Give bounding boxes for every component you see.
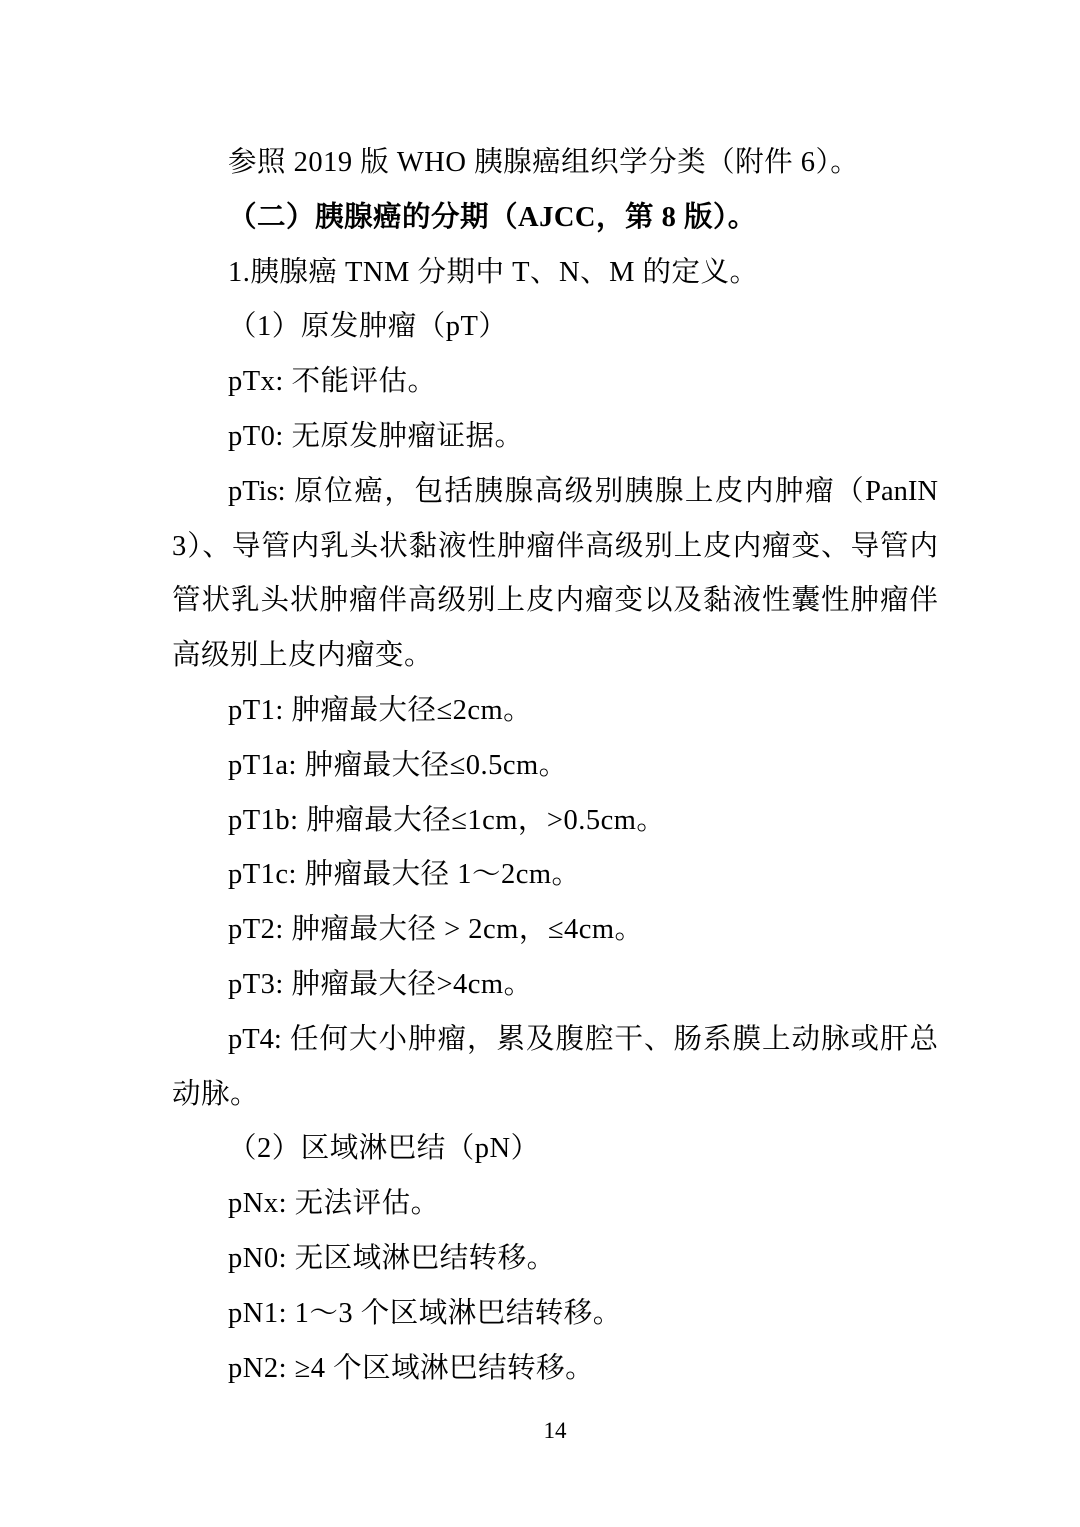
page-number: 14 [543,1418,567,1443]
line-ptis-3: 管状乳头状肿瘤伴高级别上皮内瘤变以及黏液性囊性肿瘤伴 [172,585,938,617]
line-pt0: pT0: 无原发肿瘤证据。 [228,420,524,452]
line-ptx: pTx: 不能评估。 [228,366,437,398]
line-pn2: pN2: ≥4 个区域淋巴结转移。 [228,1352,595,1384]
heading-primary-tumor-pt: （1）原发肿瘤（pT） [228,311,508,343]
line-ptis-1: pTis: 原位癌，包括胰腺高级别胰腺上皮内肿瘤（PanIN [228,475,938,507]
line-pt1c: pT1c: 肿瘤最大径 1～2cm。 [228,859,581,891]
line-pt4-2: 动脉。 [172,1078,260,1110]
heading-staging-section: （二）胰腺癌的分期（AJCC，第 8 版）。 [228,201,757,233]
document-body [172,136,938,1396]
line-pt4-1: pT4: 任何大小肿瘤，累及腹腔干、肠系膜上动脉或肝总 [228,1023,938,1055]
line-pnx: pNx: 无法评估。 [228,1188,440,1220]
line-pt3: pT3: 肿瘤最大径>4cm。 [228,968,533,1000]
line-ptis-2: 3）、导管内乳头状黏液性肿瘤伴高级别上皮内瘤变、导管内 [172,530,938,562]
line-pt1: pT1: 肿瘤最大径≤2cm。 [228,694,533,726]
line-ptis-4: 高级别上皮内瘤变。 [172,640,434,672]
line-pn0: pN0: 无区域淋巴结转移。 [228,1242,556,1274]
line-pt1a: pT1a: 肿瘤最大径≤0.5cm。 [228,749,568,781]
line-who-classification-ref: 参照 2019 版 WHO 胰腺癌组织学分类（附件 6）。 [228,147,860,178]
line-tnm-definition: 1.胰腺癌 TNM 分期中 T、N、M 的定义。 [228,256,759,288]
heading-regional-nodes-pn: （2）区域淋巴结（pN） [228,1133,540,1165]
line-pn1: pN1: 1～3 个区域淋巴结转移。 [228,1297,622,1329]
line-pt1b: pT1b: 肿瘤最大径≤1cm，>0.5cm。 [228,804,666,836]
line-pt2: pT2: 肿瘤最大径 > 2cm，≤4cm。 [228,914,644,946]
